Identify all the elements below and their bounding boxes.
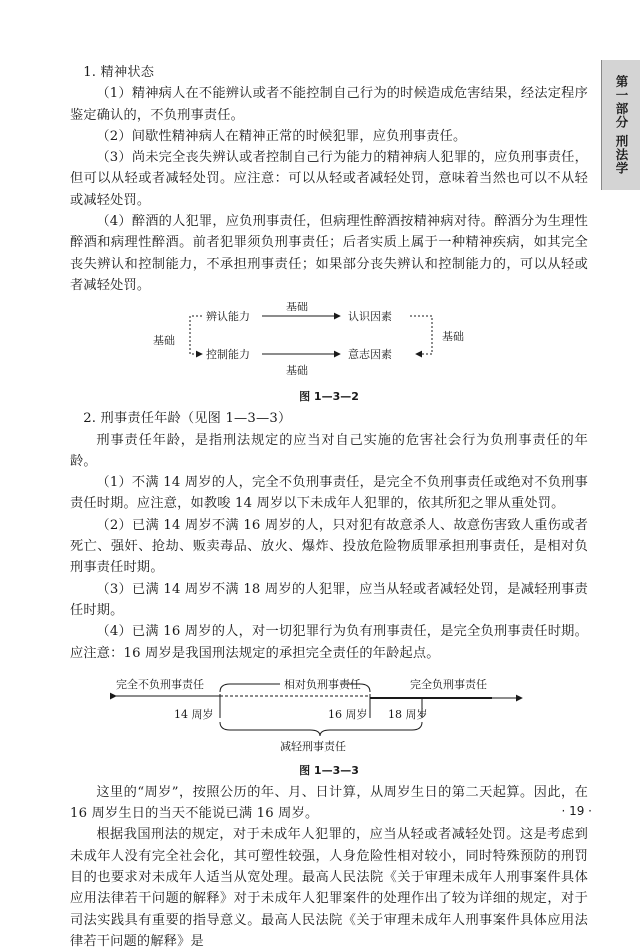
fig1-bottom-left: 控制能力	[206, 348, 250, 362]
figure-caption: 图 1—3—2	[299, 390, 359, 404]
section-heading-age: 2. 刑事责任年龄（见图 1—3—3）	[83, 411, 292, 427]
figure-caption: 图 1—3—3	[299, 763, 359, 777]
fig2-age16: 16 周岁	[328, 707, 368, 721]
paragraph: （3）已满 14 周岁不满 18 周岁的人犯罪，应当从轻或者减轻处罚，是减轻刑事责任时期。	[70, 581, 588, 618]
fig2-age14: 14 周岁	[174, 707, 214, 721]
paragraph: 这里的“周岁”，按照公历的年、月、日计算，从周岁生日的第二天起算。因此，在 16 周岁生日的当天不能说已满 16 周岁。	[70, 784, 588, 822]
fig1-top-left: 辨认能力	[206, 310, 250, 324]
fig1-top-arrow-label: 基础	[286, 302, 308, 314]
fig1-left-label: 基础	[153, 334, 175, 348]
fig2-label-none: 完全不负刑事责任	[116, 677, 204, 691]
fig1-right-label: 基础	[442, 330, 464, 344]
figure-capacity-diagram	[70, 302, 588, 380]
paragraph: 刑事责任年龄，是指刑法规定的应当对自己实施的危害社会行为负刑事责任的年龄。	[70, 432, 588, 469]
section-heading-mental-state: 1. 精神状态	[83, 65, 155, 80]
page-number: · 19 ·	[561, 804, 592, 818]
fig1-bottom-arrow-label: 基础	[286, 364, 308, 378]
fig2-label-full: 完全负刑事责任	[410, 677, 487, 691]
fig2-age18: 18 周岁	[388, 707, 428, 721]
page-body	[70, 62, 588, 952]
paragraph: （2）已满 14 周岁不满 16 周岁的人，只对犯有故意杀人、故意伤害致人重伤或者死亡、强奸、抢劫、贩卖毒品、放火、爆炸、投放危险物质罪承担刑事责任，是相对负刑事责任时期。	[70, 517, 588, 576]
paragraph: （1）不满 14 周岁的人，完全不负刑事责任，是完全不负刑事责任或绝对不负刑事责任时期。应注意，如教唆 14 周岁以下未成年人犯罪的，依其所犯之罪从重处罚。	[70, 475, 588, 512]
section-tab: 第一部分 刑法学	[601, 60, 640, 190]
paragraph: （1）精神病人在不能辨认或者不能控制自己行为的时候造成危害结果，经法定程序鉴定确认的，不负刑事责任。	[70, 86, 588, 123]
fig2-label-relative: 相对负刑事责任	[284, 677, 361, 691]
paragraph: （4）已满 16 周岁的人，对一切犯罪行为负有刑事责任，是完全负刑事责任时期。应注意：16 周岁是我国刑法规定的承担完全责任的年龄起点。	[70, 624, 588, 661]
paragraph: （3）尚未完全丧失辨认或者控制自己行为能力的精神病人犯罪的，应负刑事责任，但可以从轻或者减轻处罚。应注意：可以从轻或者减轻处罚，意味着当然也可以不从轻或减轻处罚。	[70, 150, 588, 208]
paragraph: （2）间歇性精神病人在精神正常的时候犯罪，应负刑事责任。	[96, 128, 467, 144]
fig1-top-right: 认识因素	[348, 310, 392, 324]
figure-age-timeline	[70, 672, 588, 754]
fig1-bottom-right: 意志因素	[348, 348, 392, 362]
paragraph: 根据我国刑法的规定，对于未成年人犯罪的，应当从轻或者减轻处罚。这是考虑到未成年人没有完全社会化，其可塑性较强，人身危险性相对较小，同时特殊预防的刑罚目的也要求对未成年人适当从宽处理。最高人民法院《关于审理未成年人刑事案件具体应用法律若干问题的解释》对于未成年人犯罪案件的处理作出了较为详细的规定，对于司法实践具有重要的指导意义。最高人民法院《关于审理未成年人刑事案件具体应用法律若干问题的解释》是	[70, 827, 588, 949]
fig2-label-reduced: 减轻刑事责任	[280, 739, 346, 753]
paragraph: （4）醉酒的人犯罪，应负刑事责任，但病理性醉酒按精神病对待。醉酒分为生理性醉酒和病理性醉酒。前者犯罪须负刑事责任；后者实质上属于一种精神疾病，如其完全丧失辨认和控制能力，不承担刑事责任；如果部分丧失辨认和控制能力的，可以从轻或者减轻处罚。	[70, 214, 588, 293]
